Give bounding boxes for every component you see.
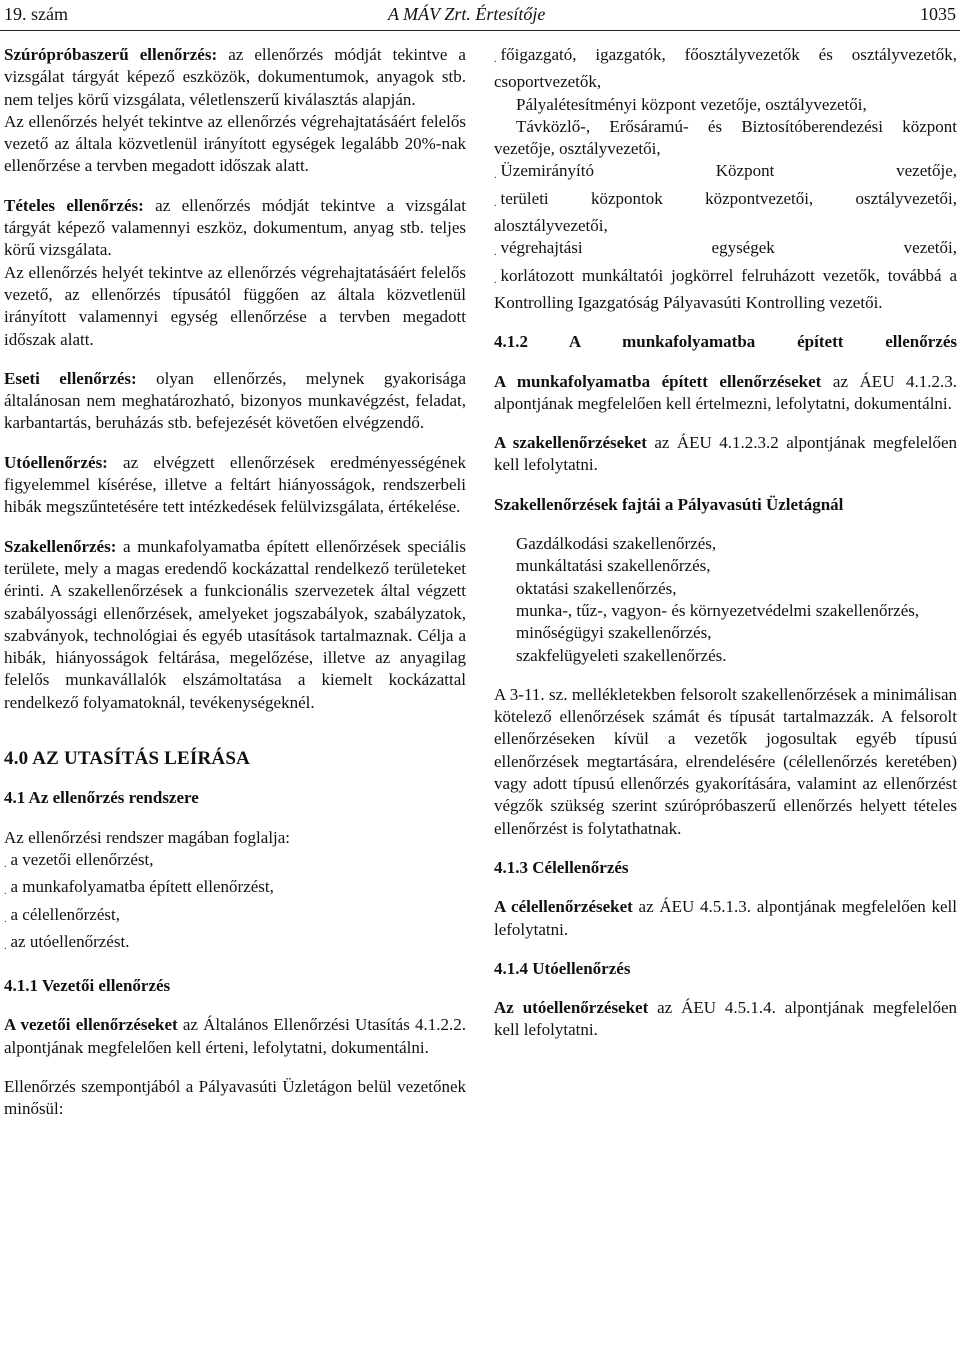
list-item: . végrehajtási egységek vezetői,	[494, 238, 957, 259]
definition: az Általános Ellenőrzési Utasítás 4.1.2.2. alpontjának megfelelően kell érteni, lefolytatni, dokumentálni.	[4, 1015, 466, 1057]
list-item: szakfelügyeleti szakellenőrzés.	[516, 645, 727, 665]
paragraph-szakellenorzes	[4, 536, 466, 714]
section-heading-4-1-1: 4.1.1 Vezetői ellenőrzés	[4, 976, 171, 996]
definition: az ellenőrzés módját tekintve a vizsgálat tárgyát képező eszközök, dokumentumok, anyagok stb. nem teljes körű vizsgálata, véletlenszerű kiválasztás alapján.	[4, 45, 466, 109]
term: A célellenőrzéseket	[494, 897, 633, 917]
term: Szakellenőrzés:	[4, 536, 117, 556]
list-item: . a célellenőrzést,	[4, 904, 120, 925]
list-item: . főigazgató, igazgatók, főosztályvezetők és osztályvezetők, csoportvezetők,	[494, 45, 957, 92]
paragraph	[494, 371, 957, 416]
page-header	[0, 0, 960, 30]
paragraph: Az ellenőrzés helyét tekintve az ellenőrzés végrehajtatásáért felelős vezető, az ellenőrzés típusától függően az általa közvetlenül irányított valamennyi egység ellenőrzése a tervben megadott időszak alatt.	[4, 262, 466, 349]
list-item: . Üzemirányító Központ vezetője,	[494, 161, 957, 182]
list-item: oktatási szakellenőrzés,	[516, 578, 677, 598]
term: Az utóellenőrzéseket	[494, 998, 649, 1018]
paragraph: A 3-11. sz. mellékletekben felsorolt szakellenőrzések a minimálisan kötelező ellenőrzések számát és típusát tartalmazzák. A felsorolt ellenőrzéseken kívül a vezetők jogosultak egyéb típusú ellenőrzések megtartására, elrendelésére (célellenőrzés keretében) vagy adott típusú ellenőrzés gyakorítására, valamint az ellenőrzést végzők szükség szerint szúrópróbaszerű ellenőrzés helyett tételes ellenőrzést is folytathatnak.	[494, 684, 957, 838]
term: A munkafolyamatba épített ellenőrzéseket	[494, 371, 822, 391]
paragraph	[494, 896, 957, 941]
paragraph: Ellenőrzés szempontjából a Pályavasúti Üzletágon belül vezetőnek minősül:	[4, 1076, 466, 1119]
section-heading-szakellenorzesek: Szakellenőrzések fajtái a Pályavasúti Üzletágnál	[494, 494, 844, 514]
paragraph-teteles	[4, 195, 466, 262]
right-column	[494, 44, 957, 1042]
header-rule	[0, 30, 960, 31]
paragraph-szuroproba	[4, 44, 466, 111]
section-heading-4-1-2: 4.1.2 A munkafolyamatba épített ellenőrzés	[494, 332, 957, 352]
list-item: Távközlő-, Erősáramú- és Biztosítóberendezési központ vezetője, osztályvezetői,	[494, 116, 957, 159]
paragraph-eseti	[4, 368, 466, 435]
term: Szúrópróbaszerű ellenőrzés:	[4, 45, 218, 64]
paragraph	[494, 997, 957, 1042]
section-heading-4-0: 4.0 AZ UTASÍTÁS LEÍRÁSA	[4, 748, 251, 770]
list-item: . a vezetői ellenőrzést,	[4, 849, 154, 870]
list-item: . a munkafolyamatba épített ellenőrzést,	[4, 877, 274, 898]
list-item: munkáltatási szakellenőrzés,	[516, 556, 711, 576]
definition: az ellenőrzés módját tekintve a vizsgálat tárgyát képező valamennyi eszköz, dokumentum, anyag stb. teljes körű vizsgálata.	[4, 195, 466, 260]
term: Utóellenőrzés:	[4, 452, 108, 472]
szak-list	[494, 533, 957, 667]
list-item: . az utóellenőrzést.	[4, 931, 130, 952]
list-item: munka-, tűz-, vagyon- és környezetvédelmi szakellenőrzés,	[516, 600, 920, 620]
definition: az ÁEU 4.5.1.4. alpontjának megfelelően kell lefolytatni.	[494, 998, 957, 1040]
term: Eseti ellenőrzés:	[4, 368, 137, 388]
section-heading-4-1-4: 4.1.4 Utóellenőrzés	[494, 958, 631, 978]
definition: az ÁEU 4.1.2.3.2 alpontjának megfelelően kell lefolytatni.	[494, 433, 958, 475]
paragraph	[4, 1014, 466, 1059]
publication-title: A MÁV Zrt. Értesítője	[388, 4, 546, 24]
term: Tételes ellenőrzés:	[4, 195, 144, 215]
list-item: minőségügyi szakellenőrzés,	[516, 623, 712, 643]
system-list	[4, 849, 466, 958]
paragraph: Az ellenőrzési rendszer magában foglalja:	[4, 827, 291, 847]
definition: az elvégzett ellenőrzések eredményességének figyelemmel kísérése, illetve a feltárt hiányosságok, rendszerbeli hibák megszűntetésére tett intézkedések felülvizsgálata, értékelése.	[4, 452, 466, 517]
page-number: 1035	[920, 4, 956, 24]
term: A vezetői ellenőrzéseket	[4, 1015, 178, 1035]
definition: a munkafolyamatba épített ellenőrzések speciális területe, mely a magas eredendő kockázattal rendelkező területeket érinti. A szakellenőrzések a funkcionális szervezetek által végzett szabályossági ellenőrzések, amelyeket jogszabályok, szabályzatok, szabványok, technológiai és egyéb utasítások tartalmaznak. Célja a hibák, hiányosságok feltárása, megelőzése, illetve az anyagilag felelős munkavállalók elszámoltatása a kiemelt kockázattal rendelkező folyamatoknál, tevékenységeknél.	[4, 536, 466, 712]
list-item: . területi központok központvezetői, osztályvezetői, alosztályvezetői,	[494, 188, 957, 236]
list-item: Pályalétesítményi központ vezetője, osztályvezetői,	[516, 94, 867, 114]
paragraph-utoellenorzes	[4, 452, 466, 519]
section-heading-4-1: 4.1 Az ellenőrzés rendszere	[4, 788, 199, 808]
section-heading-4-1-3: 4.1.3 Célellenőrzés	[494, 857, 629, 877]
definition: olyan ellenőrzés, melynek gyakorisága általánosan nem meghatározható, bizonyos munkavégzést, feladat, karbantartás, beruházás stb. befejezését követően elvégzendő.	[4, 368, 466, 433]
list-item: Gazdálkodási szakellenőrzés,	[516, 534, 717, 554]
issue-number: 19. szám	[4, 4, 68, 24]
term: A szakellenőrzéseket	[494, 433, 647, 453]
paragraph: Az ellenőrzés helyét tekintve az ellenőrzés végrehajtatásáért felelős vezető az általa közvetlenül irányított egységek legalább 20%-nak ellenőrzése a tervben megadott időszak alatt.	[4, 111, 466, 176]
list-item: . korlátozott munkáltatói jogkörrel felruházott vezetők, továbbá a Kontrolling Igazgatóság Pályavasúti Kontrolling vezetői.	[494, 265, 957, 312]
paragraph	[494, 432, 957, 477]
left-column	[4, 44, 466, 1121]
definition: az ÁEU 4.5.1.3. alpontjának megfelelően kell lefolytatni.	[494, 897, 957, 939]
definition: az ÁEU 4.1.2.3. alpontjának megfelelően kell értelmezni, lefolytatni, dokumentálni.	[494, 371, 958, 413]
